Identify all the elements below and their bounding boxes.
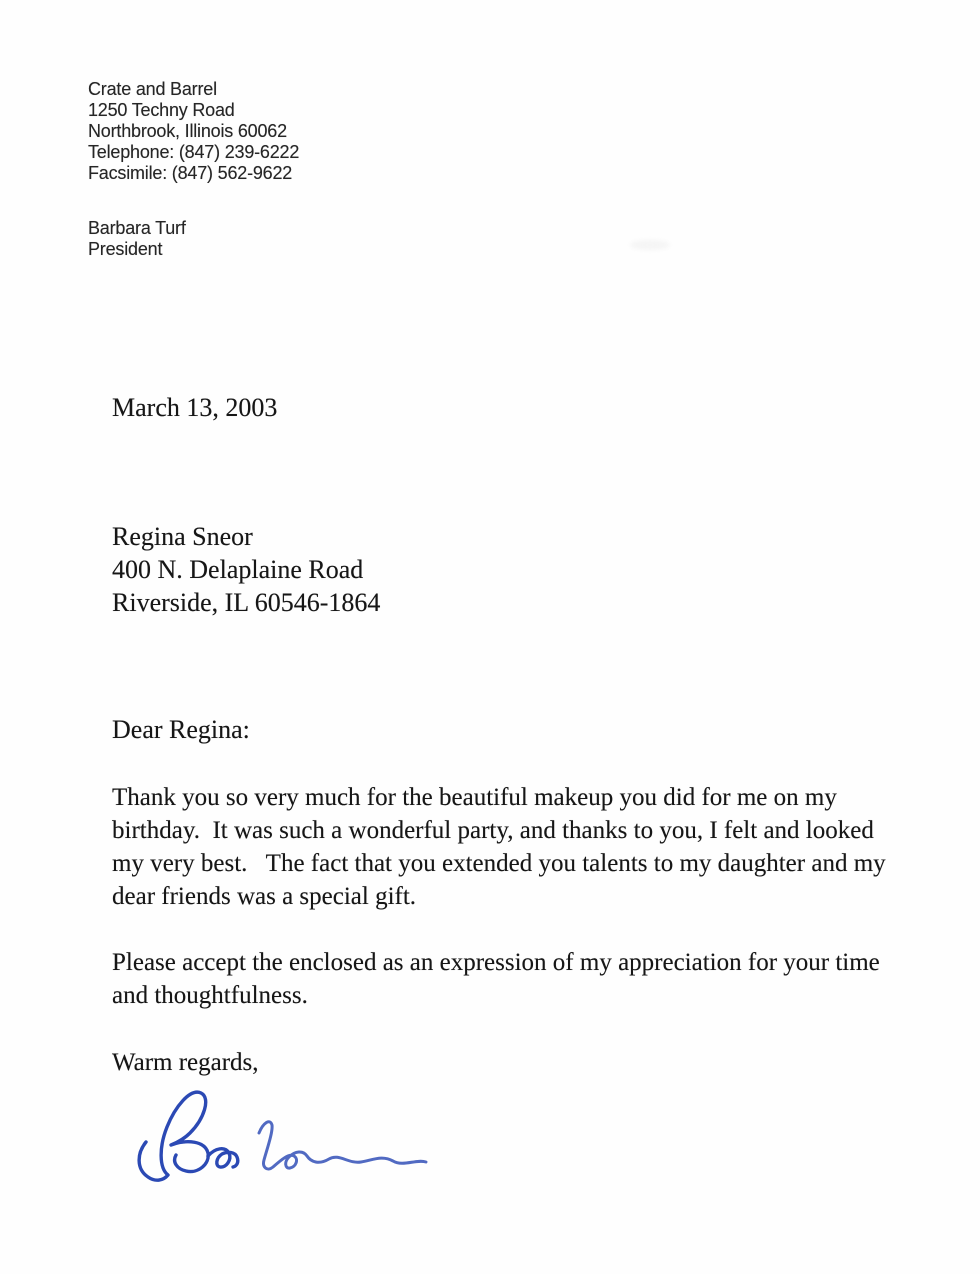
company-street: 1250 Techny Road [88, 100, 235, 120]
signature-ink-icon [110, 1076, 450, 1191]
scan-smudge [630, 240, 670, 250]
sender-block [88, 218, 186, 260]
recipient-street: 400 N. Delaplaine Road [112, 555, 364, 584]
letter-date: March 13, 2003 [112, 393, 278, 422]
letterhead [88, 79, 299, 184]
signature [110, 1076, 450, 1191]
company-facsimile: Facsimile: (847) 562-9622 [88, 163, 293, 183]
body-paragraph-2: Please accept the enclosed as an expression of my appreciation for your time and thoughtfulness. [112, 949, 887, 1009]
company-city-state-zip: Northbrook, Illinois 60062 [88, 121, 287, 141]
recipient-block [112, 520, 380, 619]
body-paragraph-1: Thank you so very much for the beautiful makeup you did for me on my birthday. It was such a wonderful party, and thanks to you, I felt and looked my very best. The fact that you extended you talents to my daughter and my dear friends was a special gift. [112, 784, 892, 910]
company-telephone: Telephone: (847) 239-6222 [88, 142, 300, 162]
salutation: Dear Regina: [112, 715, 250, 744]
closing-line: Warm regards, [112, 1049, 259, 1076]
sender-title: President [88, 239, 163, 259]
sender-name: Barbara Turf [88, 218, 186, 238]
recipient-city-state-zip: Riverside, IL 60546-1864 [112, 588, 381, 617]
company-name: Crate and Barrel [88, 79, 217, 99]
recipient-name: Regina Sneor [112, 522, 253, 551]
